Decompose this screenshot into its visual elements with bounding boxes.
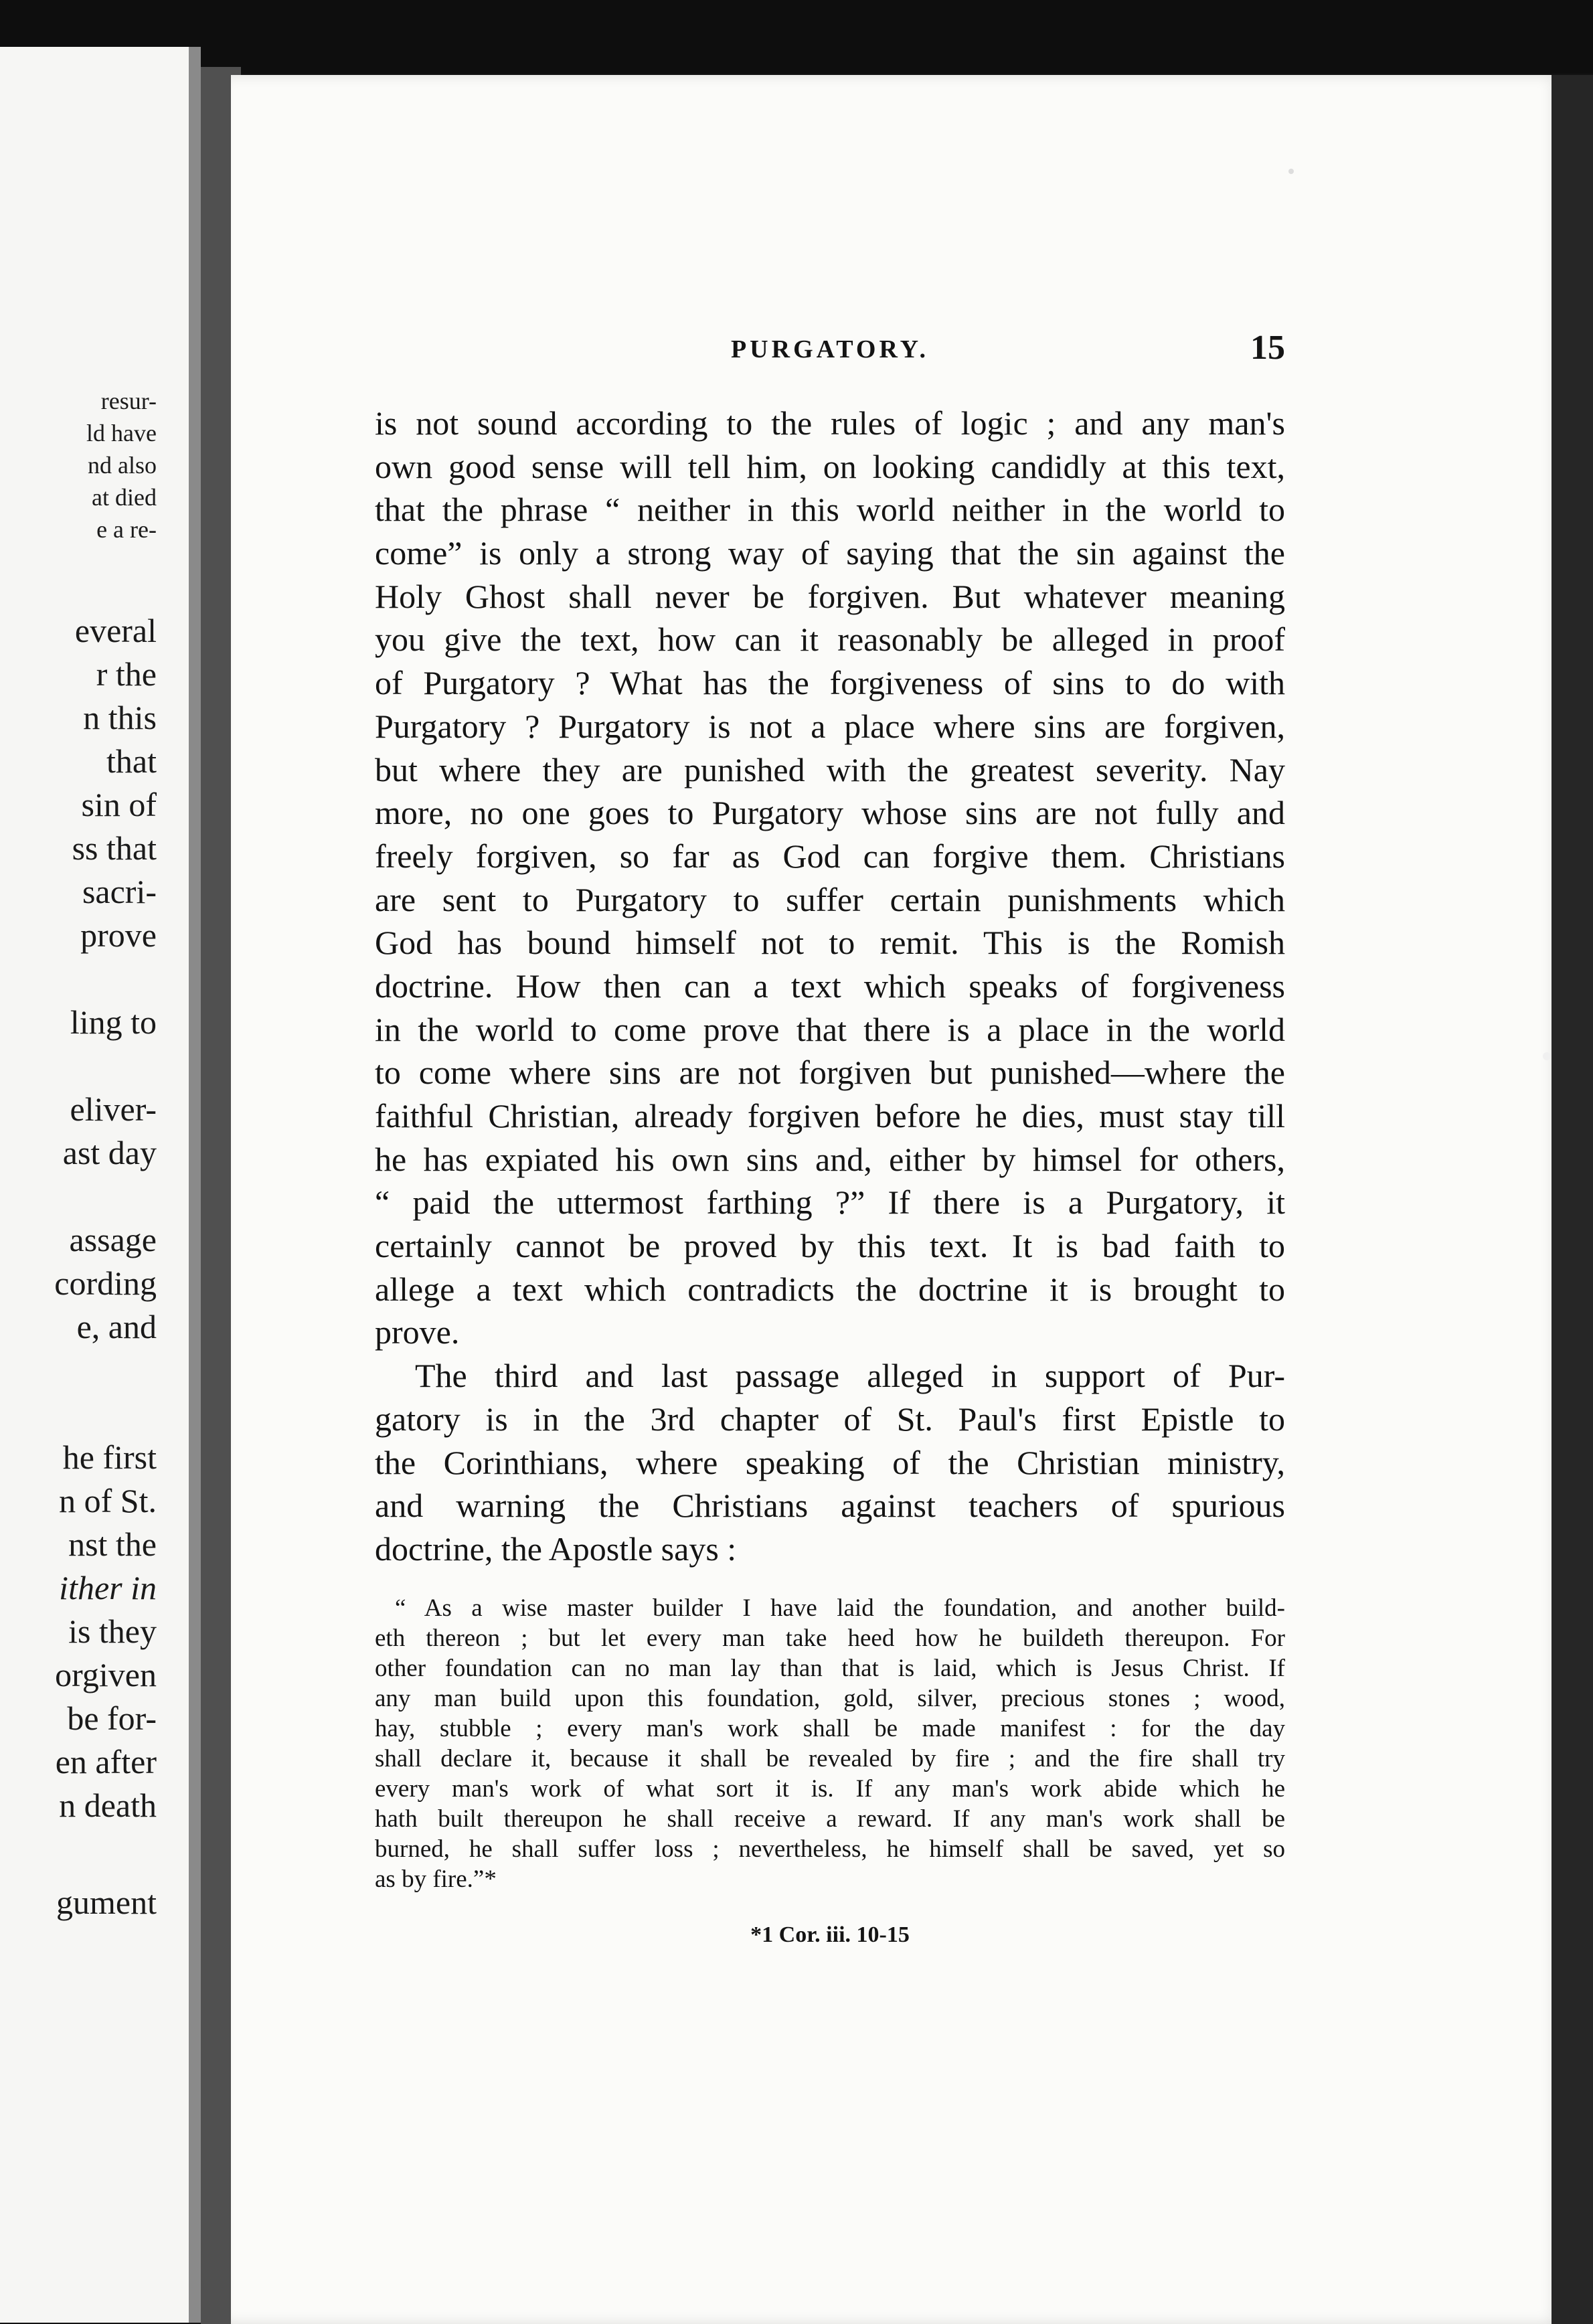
left-line: is they [68, 1612, 157, 1650]
page-number: 15 [1250, 329, 1285, 367]
quote-line: “ As a wise master builder I have laid the foundation, and another build- [395, 1594, 1285, 1622]
text-line: to come where sins are not forgiven but punished—where the [375, 1054, 1285, 1092]
quote-line: hay, stubble ; every man's work shall be made manifest : for the day [375, 1715, 1285, 1742]
left-line: orgiven [55, 1656, 157, 1693]
left-line: that [106, 742, 157, 780]
left-line: nst the [68, 1525, 157, 1563]
left-line: resur- [100, 388, 157, 414]
left-line: r the [96, 655, 157, 693]
text-line: in the world to come prove that there is a place in the world [375, 1010, 1285, 1048]
text-line: of Purgatory ? What has the forgiveness of sins to do with [375, 664, 1285, 702]
left-line: ast day [62, 1134, 157, 1171]
text-line: come” is only a strong way of saying that the sin against the [375, 534, 1285, 572]
left-line: n of St. [59, 1482, 157, 1519]
left-line: ither in [59, 1569, 157, 1606]
text-line: Purgatory ? Purgatory is not a place where sins are forgiven, [375, 707, 1285, 745]
left-line: sin of [81, 786, 157, 823]
text-line: Holy Ghost shall never be forgiven. But whatever meaning [375, 577, 1285, 615]
left-line: at died [92, 484, 157, 511]
running-title: PURGATORY. [730, 335, 930, 363]
left-line: sacri- [82, 873, 157, 910]
block-quote [375, 1593, 1285, 1894]
left-line: assage [69, 1221, 157, 1258]
text-line: freely forgiven, so far as God can forgive them. Christians [375, 837, 1285, 875]
left-line: n death [59, 1787, 157, 1824]
left-line: be for- [67, 1699, 157, 1737]
left-line: e a re- [96, 516, 157, 543]
left-line: eliver- [70, 1090, 157, 1128]
page-edge-shadow [1552, 75, 1593, 2324]
quote-line: any man build upon this foundation, gold, silver, precious stones ; wood, [375, 1685, 1285, 1712]
text-line: you give the text, how can it reasonably be alleged in proof [375, 620, 1285, 659]
quote-line: hath built thereupon he shall receive a reward. If any man's work shall be [375, 1805, 1285, 1833]
footnote: *1 Cor. iii. 10-15 [750, 1922, 910, 1947]
text-line: but where they are punished with the greatest severity. Nay [375, 750, 1285, 788]
text-line: doctrine, the Apostle says : [375, 1529, 737, 1568]
text-line: doctrine. How then can a text which speaks of forgiveness [375, 967, 1285, 1005]
text-line: prove. [375, 1313, 460, 1351]
left-line: cording [54, 1264, 157, 1302]
left-line: nd also [88, 452, 157, 479]
page-speck [1543, 1052, 1551, 1060]
left-line: e, and [76, 1308, 157, 1345]
quote-line: as by fire.”* [375, 1865, 497, 1893]
text-line: The third and last passage alleged in support of Pur- [415, 1357, 1285, 1395]
left-line: ss that [72, 829, 157, 867]
text-line: the Corinthians, where speaking of the Christian ministry, [375, 1443, 1285, 1481]
facing-page-fragment [0, 47, 201, 2323]
quote-line: shall declare it, because it shall be revealed by fire ; and the fire shall try [375, 1745, 1285, 1772]
quote-line: other foundation can no man lay than that is laid, which is Jesus Christ. If [375, 1655, 1285, 1682]
left-line: gument [56, 1884, 157, 1921]
scan-top-border [0, 0, 1593, 74]
text-line: “ paid the uttermost farthing ?” If there is a Purgatory, it [375, 1183, 1285, 1222]
text-line: own good sense will tell him, on looking candidly at this text, [375, 447, 1285, 485]
left-line: he first [62, 1438, 157, 1476]
text-line: gatory is in the 3rd chapter of St. Paul's first Epistle to [375, 1400, 1285, 1438]
left-line: prove [80, 916, 157, 954]
text-line: allege a text which contradicts the doctrine it is brought to [375, 1270, 1285, 1308]
text-line: certainly cannot be proved by this text. It is bad faith to [375, 1227, 1285, 1265]
left-line: n this [83, 699, 157, 736]
left-line: everal [74, 612, 157, 649]
left-line: en after [55, 1743, 157, 1780]
quote-line: eth thereon ; but let every man take heed how he buildeth thereupon. For [375, 1625, 1285, 1652]
text-line: that the phrase “ neither in this world neither in the world to [375, 491, 1285, 529]
text-line: is not sound according to the rules of logic ; and any man's [375, 404, 1285, 442]
text-line: and warning the Christians against teachers of spurious [375, 1487, 1285, 1525]
page-speck [1288, 169, 1294, 174]
text-line: God has bound himself not to remit. This is the Romish [375, 924, 1285, 962]
text-line: are sent to Purgatory to suffer certain punishments which [375, 880, 1285, 918]
text-line: he has expiated his own sins and, either by himsel for others, [375, 1140, 1285, 1178]
body-text [375, 402, 1285, 1571]
quote-line: every man's work of what sort it is. If any man's work abide which he [375, 1775, 1285, 1803]
left-line: ld have [86, 420, 157, 446]
text-line: more, no one goes to Purgatory whose sins are not fully and [375, 794, 1285, 832]
left-line: ling to [70, 1003, 157, 1041]
quote-line: burned, he shall suffer loss ; nevertheless, he himself shall be saved, yet so [375, 1835, 1285, 1863]
running-head [375, 329, 1285, 382]
text-line: faithful Christian, already forgiven before he dies, must stay till [375, 1097, 1285, 1135]
